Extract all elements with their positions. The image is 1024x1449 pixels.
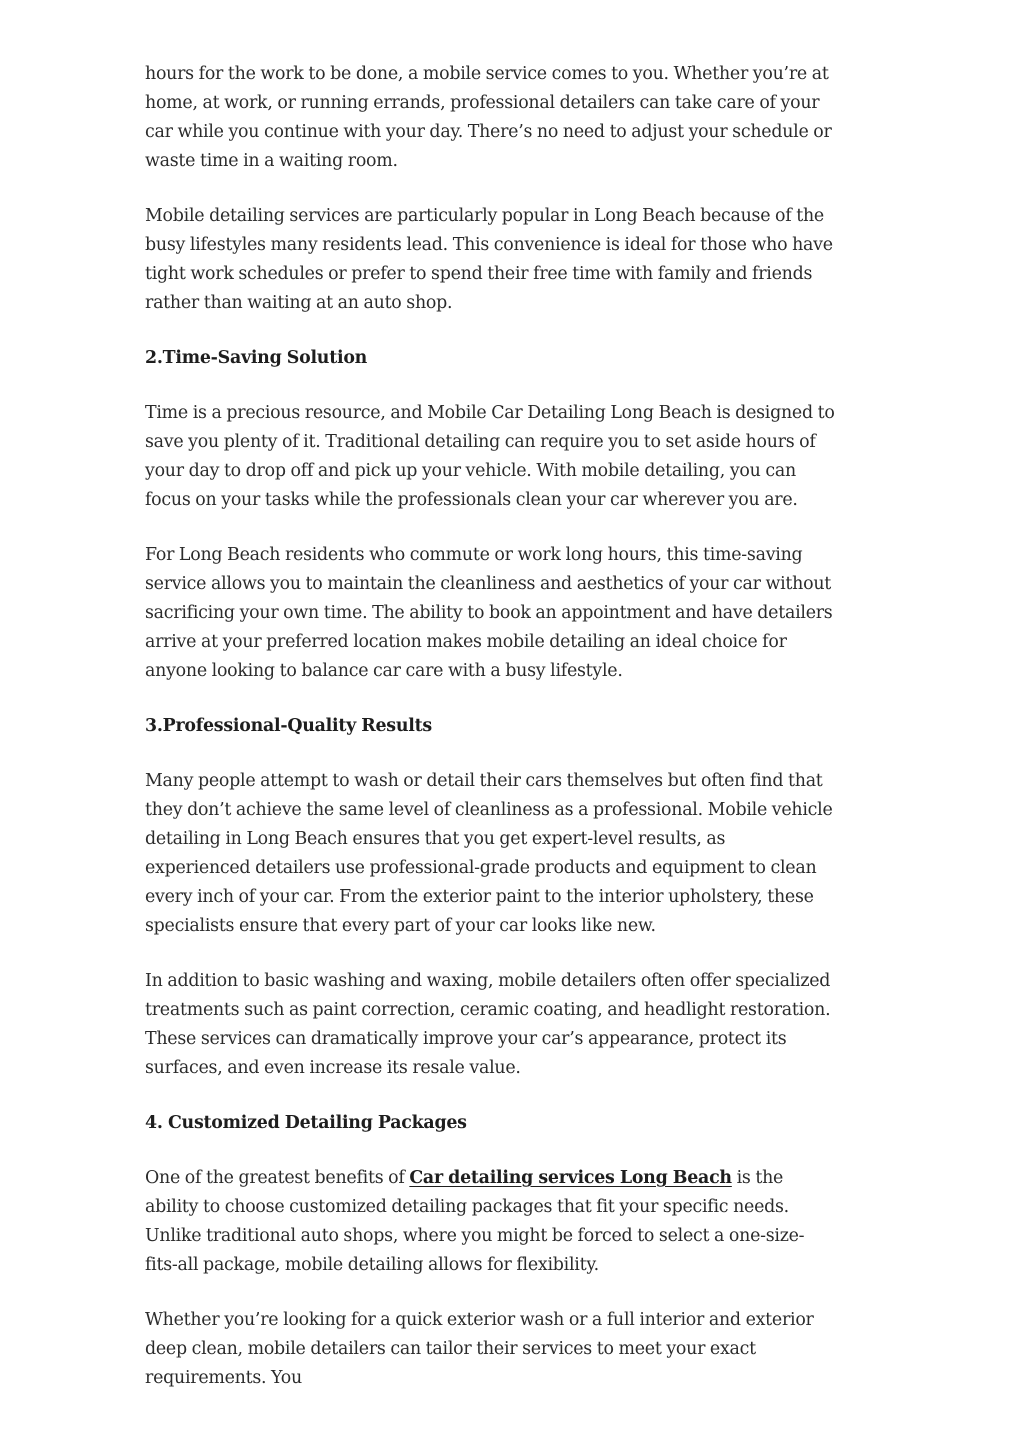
car-detailing-services-link[interactable]: Car detailing services Long Beach	[409, 1168, 732, 1188]
paragraph-commuters: For Long Beach residents who commute or work long hours, this time-saving service allows you to maintain the cleanliness and aesthetics of your car without sacrificing your own time. The ability to book an appointment and have detailers arrive at your preferred location makes mobile detailing an ideal choice for anyone looking to balance car care with a busy lifestyle.	[145, 545, 833, 681]
paragraph-popularity: Mobile detailing services are particularly popular in Long Beach because of the busy lifestyles many residents lead. This convenience is ideal for those who have tight work schedules or prefer to spend their free time with family and friends rather than waiting at an auto shop.	[145, 206, 833, 313]
paragraph-specialized-treatments: In addition to basic washing and waxing, mobile detailers often offer specialized treatments such as paint correction, ceramic coating, and headlight restoration. These services can dramatically improve your car’s appearance, protect its surfaces, and even increase its resale value.	[145, 971, 831, 1078]
paragraph-tailored-services: Whether you’re looking for a quick exterior wash or a full interior and exterior deep clean, mobile detailers can tailor their services to meet your exact requirements. You	[145, 1310, 814, 1388]
paragraph-time-resource: Time is a precious resource, and Mobile Car Detailing Long Beach is designed to save you plenty of it. Traditional detailing can require you to set aside hours of your day to drop off and pick up your vehicle. With mobile detailing, you can focus on your tasks while the professionals clean your car wherever you are.	[145, 403, 835, 510]
article-body	[145, 60, 835, 1419]
heading-professional-quality: 3.Professional-Quality Results	[145, 716, 432, 736]
heading-customized-packages: 4. Customized Detailing Packages	[145, 1113, 467, 1133]
paragraph-text-before-link: One of the greatest benefits of	[145, 1168, 410, 1188]
paragraph-customized-benefits	[145, 1164, 835, 1280]
paragraph-expert-results: Many people attempt to wash or detail their cars themselves but often find that they don’t achieve the same level of cleanliness as a professional. Mobile vehicle detailing in Long Beach ensures that you get expert-level results, as experienced detailers use professional-grade products and equipment to clean every inch of your car. From the exterior paint to the interior upholstery, these specialists ensure that every part of your car looks like new.	[145, 771, 833, 936]
paragraph-mobile-service: hours for the work to be done, a mobile service comes to you. Whether you’re at home, at work, or running errands, professional detailers can take care of your car while you continue with your day. There’s no need to adjust your schedule or waste time in a waiting room.	[145, 64, 832, 171]
paragraph-text-after-link: is the ability to choose customized detailing packages that fit your specific needs. Unlike traditional auto shops, where you might be forced to select a one-size-fits-all package, mobile detailing allows for flexibility.	[145, 1168, 805, 1275]
heading-time-saving: 2.Time-Saving Solution	[145, 348, 368, 368]
